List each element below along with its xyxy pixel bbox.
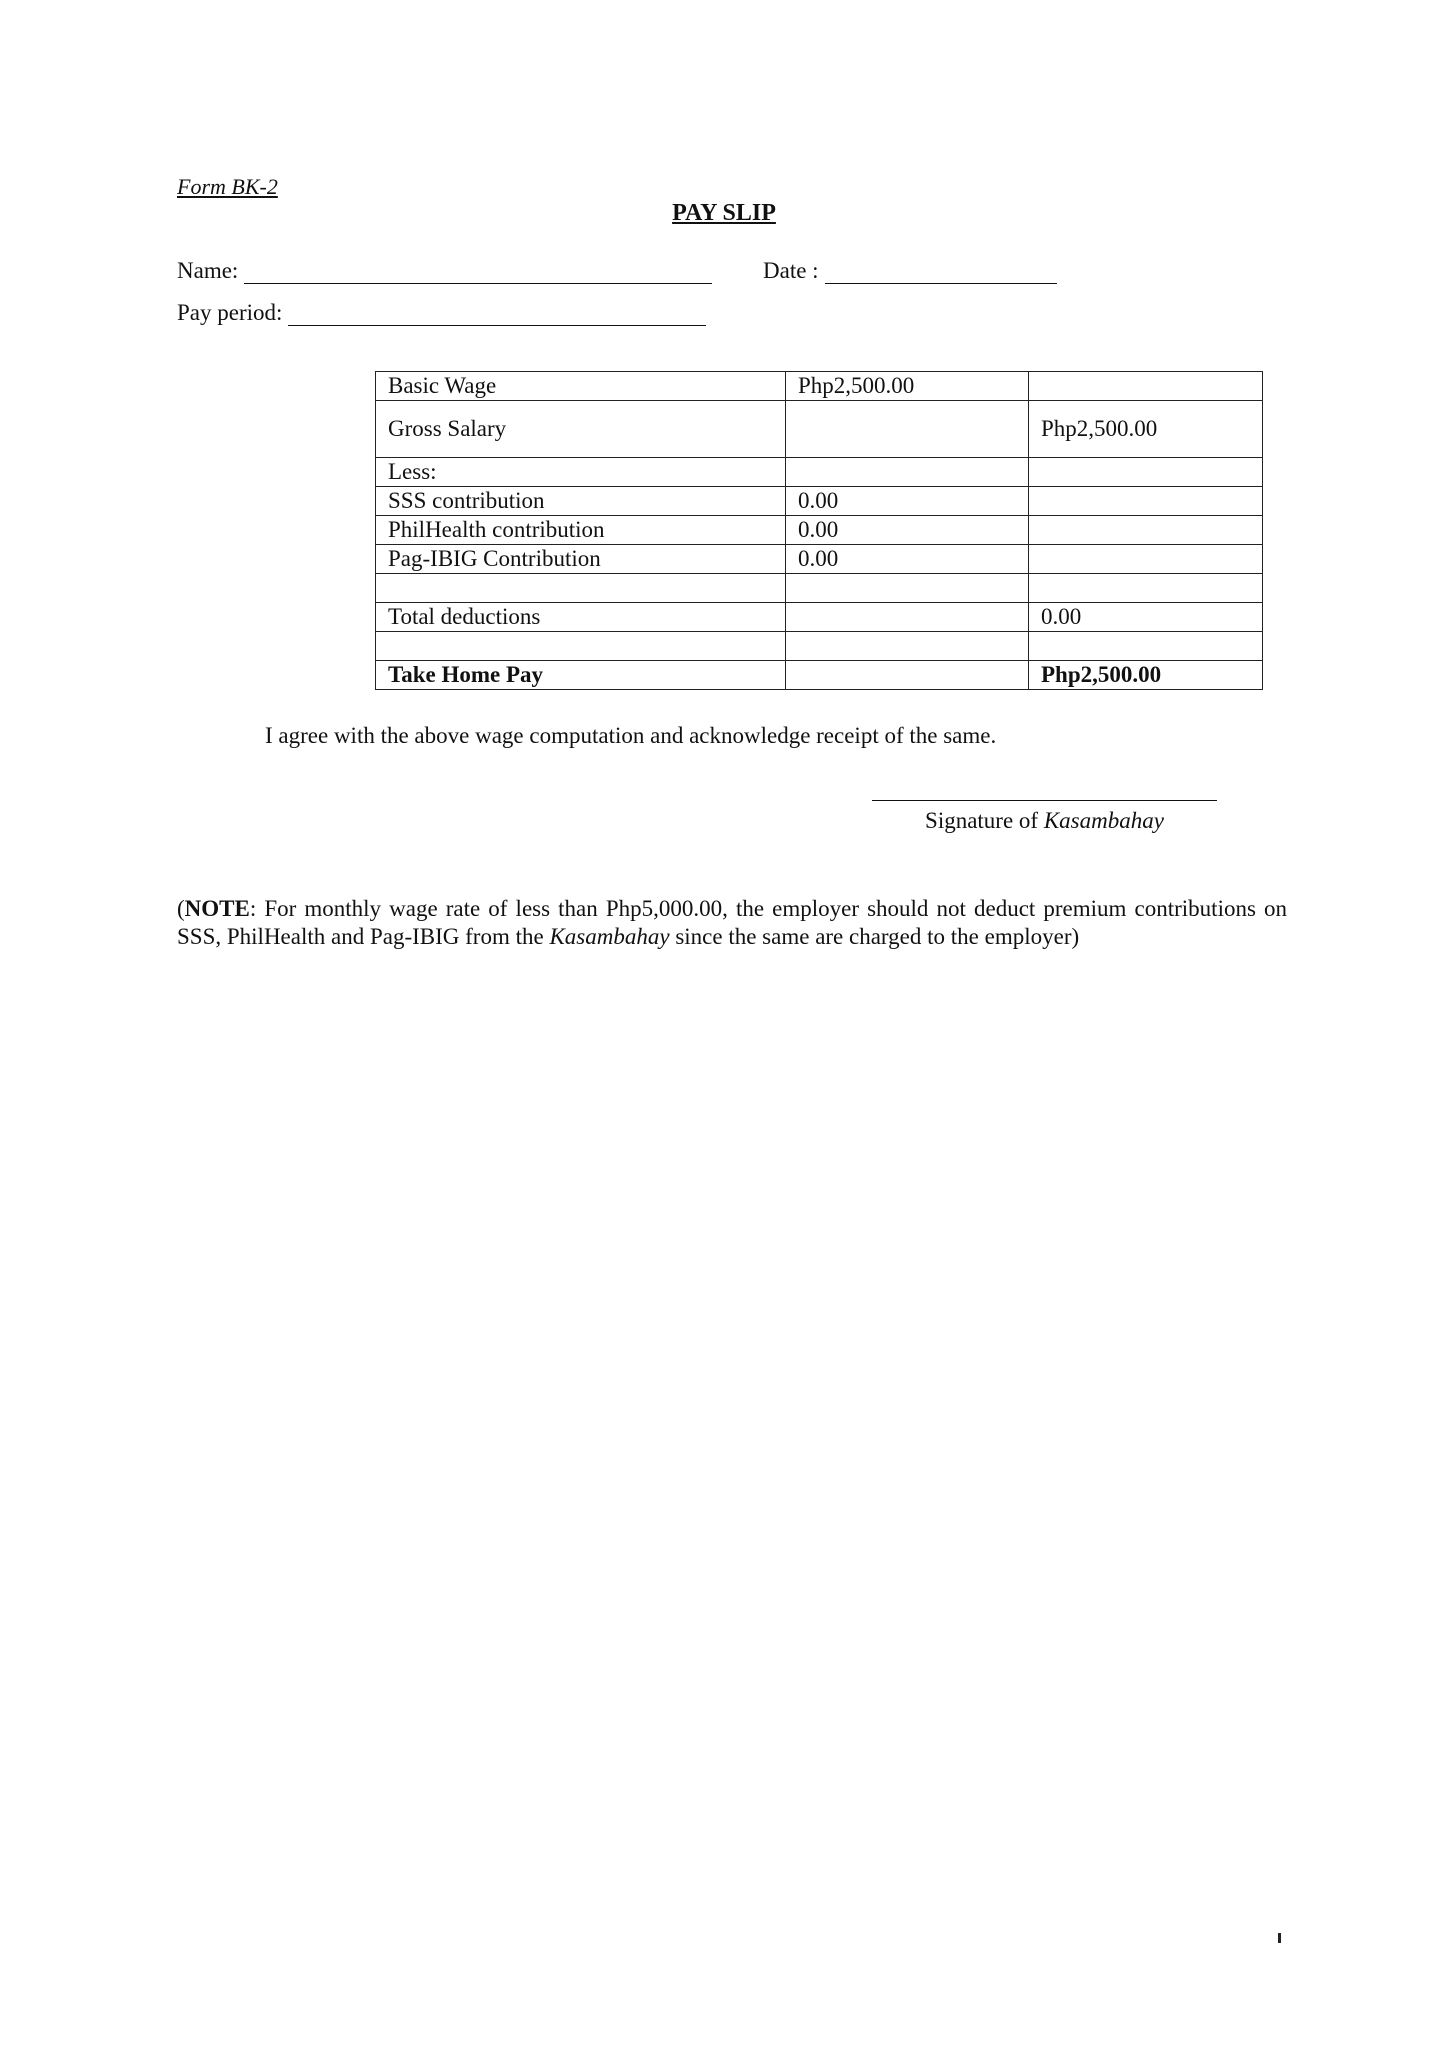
basic-wage-amount: Php2,500.00	[786, 372, 1029, 401]
pay-period-label: Pay period:	[177, 300, 283, 325]
table-row-less	[376, 458, 1263, 487]
basic-wage-total	[1029, 372, 1263, 401]
pagibig-amount: 0.00	[786, 545, 1029, 574]
philhealth-label: PhilHealth contribution	[376, 516, 786, 545]
gross-salary-amount	[786, 401, 1029, 458]
table-row-total-deductions	[376, 603, 1263, 632]
note-label: NOTE	[184, 896, 250, 921]
note-open-paren: (	[177, 896, 185, 921]
less-label: Less:	[376, 458, 786, 487]
form-id: Form BK-2	[177, 174, 278, 199]
date-field	[763, 258, 1057, 284]
total-deductions-label: Total deductions	[376, 603, 786, 632]
sss-label: SSS contribution	[376, 487, 786, 516]
acknowledgement-text: I agree with the above wage computation and acknowledge receipt of the same.	[265, 723, 997, 748]
total-deductions-total: 0.00	[1029, 603, 1263, 632]
take-home-pay-label: Take Home Pay	[376, 661, 786, 690]
table-row-spacer	[376, 574, 1263, 603]
signature-label	[872, 808, 1217, 834]
note-text-2: since the same are charged to the employer)	[669, 924, 1080, 949]
signature-prefix: Signature of	[925, 808, 1044, 833]
philhealth-amount: 0.00	[786, 516, 1029, 545]
date-blank-line[interactable]	[825, 261, 1057, 284]
signature-role: Kasambahay	[1043, 808, 1164, 833]
gross-salary-label: Gross Salary	[376, 401, 786, 458]
table-row-philhealth	[376, 516, 1263, 545]
name-field	[177, 258, 712, 284]
table-row-pagibig	[376, 545, 1263, 574]
table-row-spacer	[376, 632, 1263, 661]
basic-wage-label: Basic Wage	[376, 372, 786, 401]
table-row-gross-salary	[376, 401, 1263, 458]
name-label: Name:	[177, 258, 239, 283]
table-row-basic-wage	[376, 372, 1263, 401]
pay-period-blank-line[interactable]	[288, 303, 706, 326]
gross-salary-total: Php2,500.00	[1029, 401, 1263, 458]
date-label: Date :	[763, 258, 819, 283]
note-text-1: : For monthly wage rate of less than Php5,000.00, the employer should not deduct premium contributions on SSS, PhilHealth and Pag-IBIG from the	[177, 896, 1287, 949]
table-row-sss	[376, 487, 1263, 516]
pay-slip-table	[375, 371, 1263, 690]
pagibig-label: Pag-IBIG Contribution	[376, 545, 786, 574]
table-row-take-home-pay	[376, 661, 1263, 690]
page-mark	[1278, 1933, 1281, 1943]
name-blank-line[interactable]	[244, 261, 712, 284]
page-title: PAY SLIP	[672, 200, 776, 226]
take-home-pay-total: Php2,500.00	[1029, 661, 1263, 690]
note-paragraph	[177, 895, 1287, 951]
note-italic: Kasambahay	[549, 924, 670, 949]
sss-amount: 0.00	[786, 487, 1029, 516]
pay-period-field	[177, 300, 706, 326]
signature-line[interactable]	[872, 800, 1217, 801]
